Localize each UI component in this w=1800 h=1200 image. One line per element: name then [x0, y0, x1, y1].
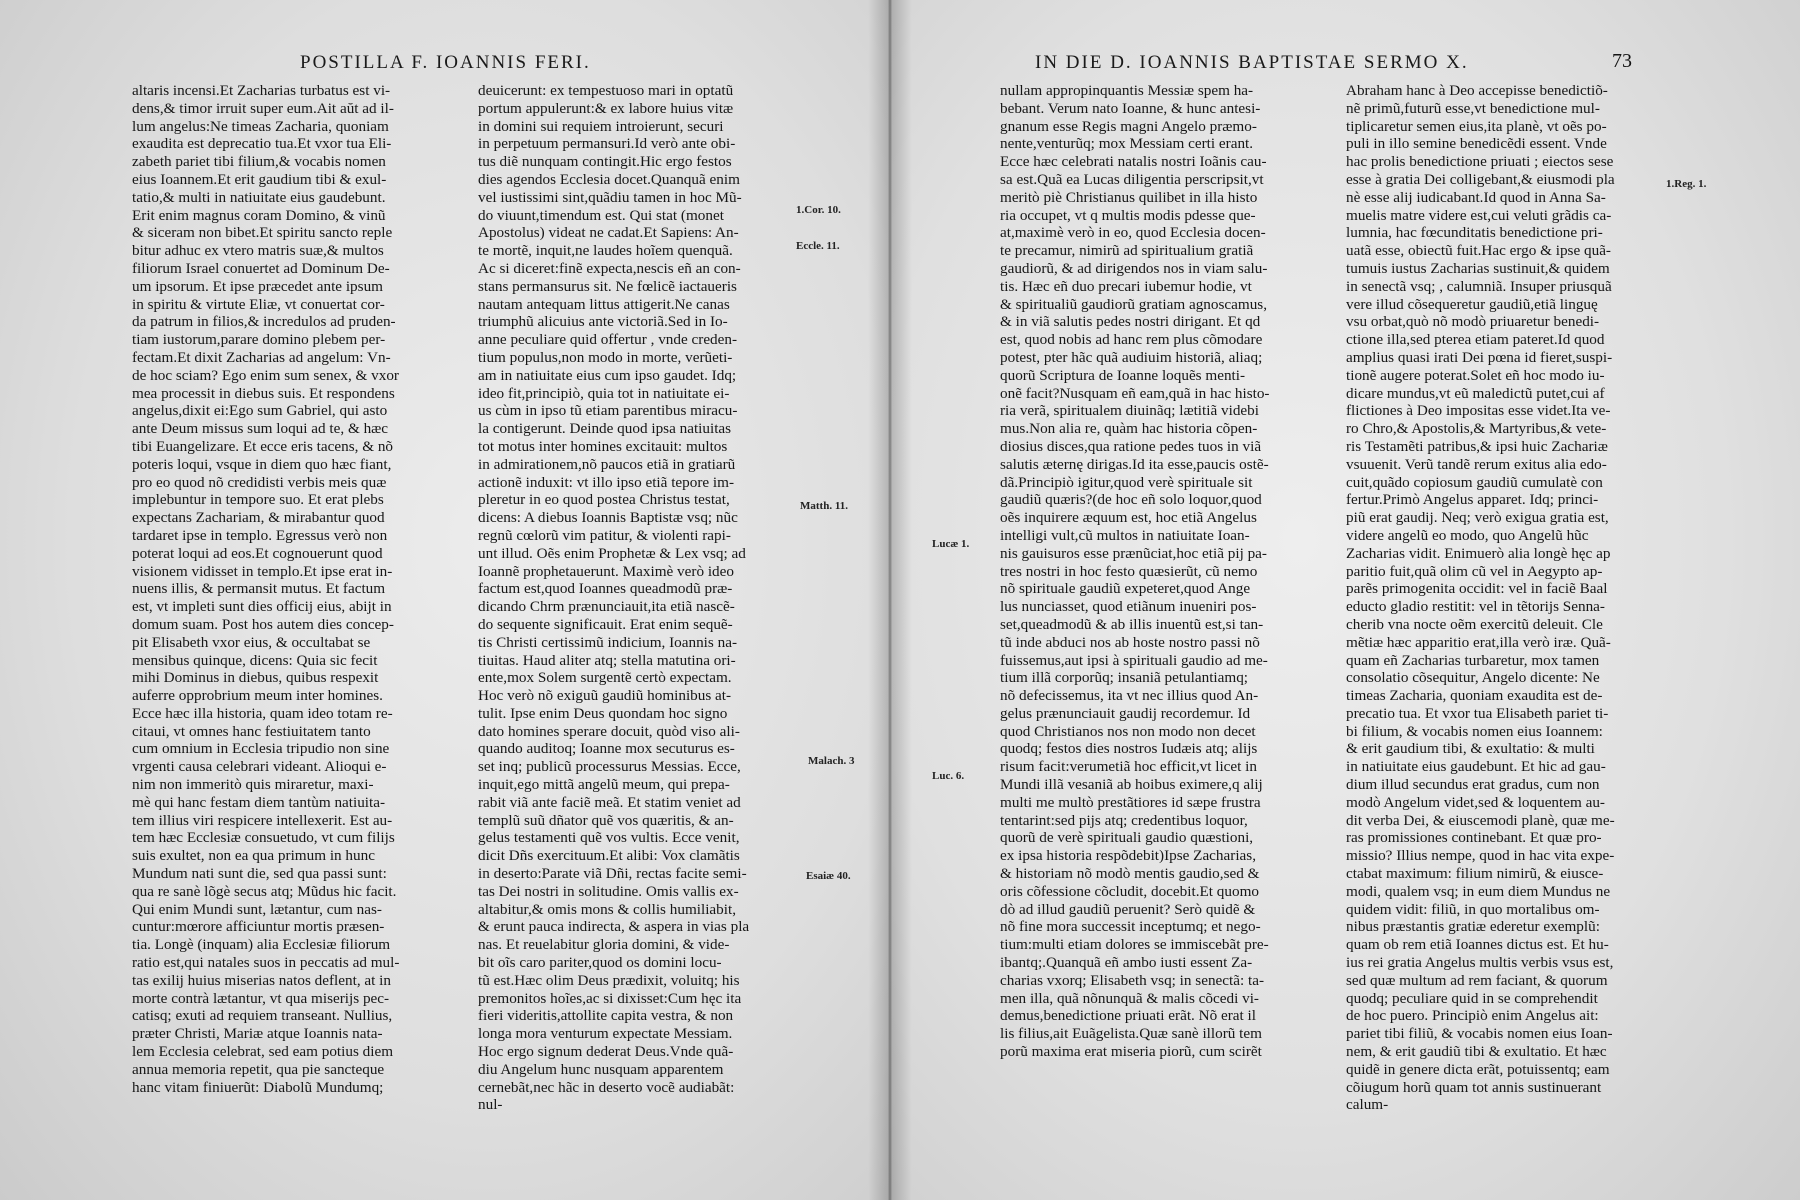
text-line: triumphũ alicuius ante victoriã.Sed in Io- — [478, 313, 728, 331]
text-line: diosius disces,qua ratione pedes tuos in viã — [1000, 437, 1262, 455]
text-line: nautam antequam littus attigerit.Ne canas — [478, 295, 730, 313]
text-line: vere illud cõsequeretur gaudiũ,etiã linguę — [1346, 295, 1598, 313]
left-page-column-1 — [132, 82, 458, 1096]
text-line: dicit Dñs exercituum.Et alibi: Vox clamãtis — [478, 847, 740, 865]
text-line: quod Christianos nos non modo non decet — [1000, 722, 1256, 740]
text-line: in deserto:Parate viã Dñi, rectas facite semi- — [478, 865, 747, 883]
text-line: Ecce hæc celebrati natalis nostri Ioãnis cau- — [1000, 153, 1267, 171]
margin-note: Esaiæ 40. — [806, 870, 851, 882]
text-line: & historiam nõ modò mentis gaudio,sed & — [1000, 865, 1260, 883]
text-line: gelus testamenti quẽ vos vultis. Ecce venit, — [478, 829, 740, 847]
text-line: nuens illis, & permansit mutus. Et factum — [132, 580, 386, 598]
text-line: stans permansurus sit. Ne fœlicẽ iactaueris — [478, 277, 737, 295]
text-line: & spiritualiũ gaudiorũ gratiam agnoscamus, — [1000, 295, 1267, 313]
text-line: citaui, vt omnes hanc festiuitatem tanto — [132, 722, 371, 740]
text-line: dato homines sperare docuit, quòd viso ali- — [478, 722, 740, 740]
margin-note: Malach. 3 — [808, 755, 855, 767]
text-line: Ac si diceret:finẽ expecta,nescis eñ an con- — [478, 259, 741, 277]
text-line: in spiritu & virtute Eliæ, vt conuertat cor- — [132, 295, 385, 313]
text-line: lus nunciasset, quod etiãnum inueniri pos- — [1000, 598, 1257, 616]
text-line: Ecce hæc illa historia, quam ideo totam re- — [132, 704, 393, 722]
text-line: fieri videritis,attollite capita vestra, & non — [478, 1007, 734, 1025]
text-line: auferre opprobrium meum inter homines. — [132, 687, 383, 705]
text-line: vrgenti causa celebrari videant. Alioqui e- — [132, 758, 387, 776]
text-line: in domini sui requiem introierunt, securi — [478, 117, 724, 135]
text-line: quorũ Scriptura de Ioanne loquẽs menti- — [1000, 366, 1246, 384]
text-line: fectam.Et dixit Zacharias ad angelum: Vn- — [132, 348, 391, 366]
text-line: tis Christi certissimũ indicium, Ioannis na- — [478, 633, 738, 651]
text-line: in senectã vsq; , calumniã. Insuper priusquã — [1346, 277, 1612, 295]
text-line: esse à gratia Dei colligebant,& eiusmodi pla — [1346, 170, 1615, 188]
right-page — [890, 0, 1800, 1200]
text-line: educto gladio restitit: vel in tẽtorijs Senna- — [1346, 598, 1605, 616]
text-line: tas exilij huius miserias natos deflent, at in — [132, 971, 391, 989]
text-line: factum est,quod Ioannes queadmodũ præ- — [478, 580, 733, 598]
text-line: nibus præstantis gratiæ ederetur exemplũ: — [1346, 918, 1600, 936]
text-line: morte contrà lætantur, vt qua miserijs pec- — [132, 989, 390, 1007]
text-line: quam ob rem etiã Ioannes dictus est. Et hu- — [1346, 936, 1609, 954]
text-line: deuicerunt: ex tempestuoso mari in optatũ — [478, 82, 734, 99]
text-line: tũ est.Hæc olim Deus prædixit, voluitq; his — [478, 971, 740, 989]
text-line: tardaret ipse in templo. Egressus verò non — [132, 526, 388, 544]
text-line: nè esse alij iudicabant.Id quod in Anna Sa- — [1346, 188, 1606, 206]
text-line: gelus prænunciauit gaudij recordemur. Id — [1000, 704, 1251, 722]
text-line: ria verã, spiritualem diuinãq; lætitiã videbi — [1000, 402, 1259, 420]
text-line: ente,mox Solem surgentẽ certò expectam. — [478, 669, 732, 687]
text-line: tres nostri in hoc festo quæsierũt, cũ nemo — [1000, 562, 1258, 580]
text-line: Abraham hanc à Deo accepisse benedictiõ- — [1346, 82, 1608, 99]
text-line: quodq; peculiare quid in se comprehendit — [1346, 989, 1598, 1007]
book-gutter — [868, 0, 912, 1200]
text-line: dicare mundus,vt eũ maledictũ putet,cui af — [1346, 384, 1605, 402]
text-line: nõ defecissemus, ita vt nec illius quod An- — [1000, 687, 1259, 705]
text-line: nim non immeritò quis miraretur, maxi- — [132, 776, 374, 794]
text-line: do sequente significauit. Erat enim sequẽ- — [478, 615, 733, 633]
text-line: at,maximè verò in eo, quod Ecclesia docen- — [1000, 224, 1266, 242]
text-line: & in viã salutis pedes nostri dirigant. Et qd — [1000, 313, 1261, 331]
right-page-column-1 — [1000, 82, 1334, 1061]
text-line: paritio fuit,quã olim cũ vel in Aegypto ap- — [1346, 562, 1603, 580]
text-line: sa est.Quã ea Lucas diligentia perscripsit,vt — [1000, 170, 1264, 188]
text-line: suis exultet, non ea qua primum in hunc — [132, 847, 375, 865]
text-line: pro eo quod nõ credidisti verbis meis quæ — [132, 473, 387, 491]
text-line: do viuunt,timendum est. Qui stat (monet — [478, 206, 724, 224]
text-line: mea processit in diebus suis. Et respondens — [132, 384, 395, 402]
text-line: dens,& timor irruit super eum.Ait aŭt ad il- — [132, 99, 394, 117]
text-line: tũ inde abduci nos ab hoste nostro passi nõ — [1000, 633, 1260, 651]
text-line: tionẽ augere poterat.Solet eñ hoc modo iu- — [1346, 366, 1605, 384]
text-line: lumnia, hac fœcunditatis benedictione pri- — [1346, 224, 1603, 242]
text-line: ante Deum missus sum loqui ad te, & hæc — [132, 420, 389, 438]
text-line: visionem vidisset in templo.Et ipse erat in- — [132, 562, 393, 580]
text-line: longa mora venturum expectate Messiam. — [478, 1025, 733, 1043]
text-line: domum suam. Post hos autem dies concep- — [132, 615, 394, 633]
text-line: ex ipsa historia respõdebit)Ipse Zacharias, — [1000, 847, 1256, 865]
text-line: ro Chro,& Apostolis,& Martyribus,& vete- — [1346, 420, 1607, 438]
text-line: multi me multò prestãtiores id sæpe frustra — [1000, 793, 1261, 811]
text-line: calum- — [1346, 1096, 1389, 1114]
text-line: expectans Zachariam, & mirabantur quod — [132, 509, 385, 527]
text-line: filiorum Israel conuertet ad Dominum De- — [132, 259, 390, 277]
text-line: tibi Euangelizare. Et ecce eris tacens, & nõ — [132, 437, 394, 455]
text-line: modi, qualem vsq; in eum diem Mundus ne — [1346, 882, 1611, 900]
text-line: regnũ cœlorũ vim patitur, & violenti rapi- — [478, 526, 731, 544]
text-line: Hoc ergo signum dederat Deus.Vnde quã- — [478, 1043, 734, 1061]
text-line: oris cõfessione cõcludit, docebit.Et quomo — [1000, 882, 1259, 900]
margin-note: 1.Reg. 1. — [1666, 178, 1707, 190]
text-line: altaris incensi.Et Zacharias turbatus est vi- — [132, 82, 391, 99]
text-line: Erit enim magnus coram Domino, & vinũ — [132, 206, 386, 224]
text-line: tium populus,non modo in morte, verũeti- — [478, 348, 733, 366]
text-line: parẽs primogenita occidit: vel in faciẽ Baal — [1346, 580, 1608, 598]
text-line: mè qui hanc festam diem tantùm natiuita- — [132, 793, 386, 811]
text-line: ris Testamẽti patribus,& ipsi huic Zachariæ — [1346, 437, 1608, 455]
text-line: dium illud secundus erat gradus, cum non — [1346, 776, 1600, 794]
text-line: modò Angelum videt,sed & loquentem au- — [1346, 793, 1605, 811]
text-line: dies agendos Ecclesia docet.Quanquã enim — [478, 170, 740, 188]
text-line: est, vt impleti sunt dies officij eius, abijt in — [132, 598, 392, 616]
text-line: cernebãt,nec hãc in deserto vocẽ audiabãt: — [478, 1078, 735, 1096]
text-line: men illa, quã nõnunquã & malis cõcedi vi- — [1000, 989, 1259, 1007]
text-line: nente,venturũq; mox Messiam certi erant. — [1000, 135, 1254, 153]
text-line: in perpetuum permansuri.Id verò ante obi- — [478, 135, 736, 153]
text-line: cherib vna nocte oẽm exercitũ deleuit. Cle — [1346, 615, 1603, 633]
text-line: tem illius viri respicere intellexerit. Est au- — [132, 811, 393, 829]
text-line: ius rei gratia Angelus multis verbis vsus est, — [1346, 954, 1614, 972]
text-line: ibantq;.Quanquã eñ ambo iusti essent Za- — [1000, 954, 1253, 972]
text-line: tot motus inter homines excitauit: multos — [478, 437, 728, 455]
text-line: catisq; exuti ad requiem transeant. Nullius, — [132, 1007, 393, 1025]
text-line: potest, pter hãc quã audiuim historiã, aliaq; — [1000, 348, 1263, 366]
text-line: exaudita est deprecatio tua.Et vxor tua Eli- — [132, 135, 392, 153]
text-line: poteris loqui, vsque in diem quo hæc fiant, — [132, 455, 392, 473]
text-line: inquit,ego mittã angelũ meum, qui prepa- — [478, 776, 730, 794]
text-line: rabit viã ante faciẽ meã. Et statim veniet ad — [478, 793, 741, 811]
margin-note: Lucæ 1. — [932, 538, 970, 550]
text-line: quidẽ in genere dicta erãt, potuissentq; eam — [1346, 1060, 1610, 1078]
text-line: anne peculiare quid offertur , vnde creden- — [478, 331, 738, 349]
text-line: tas Dei nostri in solitudine. Omis vallis ex- — [478, 882, 739, 900]
right-running-head: IN DIE D. IOANNIS BAPTISTAE SERMO X. — [1035, 52, 1469, 73]
text-line: piũ erat gaudij. Neq; verò exigua gratia est, — [1346, 509, 1609, 527]
text-line: ctabat maximum: filium nimirũ, & eiusce- — [1346, 865, 1604, 883]
text-line: zabeth pariet tibi filium,& vocabis nomen — [132, 153, 386, 171]
text-line: puli in illo semine benedicẽdi essent. Vnde — [1346, 135, 1607, 153]
text-line: ratio est,qui natales suos in peccatis ad mul- — [132, 954, 400, 972]
text-line: consolatio cõsequitur, Angelo dicente: Ne — [1346, 669, 1600, 687]
text-line: tiam iustorum,parare domino plebem per- — [132, 331, 386, 349]
text-line: fuissemus,aut ipsi à spirituali gaudio ad me- — [1000, 651, 1268, 669]
text-line: sed quæ multum ad rem faciant, & quorum — [1346, 971, 1608, 989]
text-line: tis. Hæc eñ duo precari iubemur hodie, vt — [1000, 277, 1252, 295]
text-line: in natiuitate eius gaudebunt. Et hic ad gau- — [1346, 758, 1606, 776]
text-line: tulit. Ipse enim Deus quondam hoc signo — [478, 704, 728, 722]
text-line: muelis matre videre est,cui veluti grãdis ca- — [1346, 206, 1612, 224]
right-page-column-2 — [1346, 82, 1666, 1114]
text-line: actionẽ induxit: vt illo ipso etiã tepore im- — [478, 473, 735, 491]
left-running-head: POSTILLA F. IOANNIS FERI. — [300, 52, 591, 73]
margin-note: 1.Cor. 10. — [796, 204, 841, 216]
text-line: set,queadmodũ & ab illis inuentũ est,si tan- — [1000, 615, 1264, 633]
text-line: nẽ primũ,futurũ esse,vt benedictione mul- — [1346, 99, 1600, 117]
text-line: lis filius,ait Euãgelista.Quæ sanè illorũ tem — [1000, 1025, 1262, 1043]
text-line: ideo fit,principiò, quia tot in natiuitate ei- — [478, 384, 730, 402]
text-line: tium:multi etiam dolores se immiscebãt pre- — [1000, 936, 1269, 954]
text-line: porũ maxima erat miseria piorũ, cum scirẽt — [1000, 1043, 1262, 1061]
text-line: te mortẽ, inquit,ne laudes hoĩem quenquã. — [478, 242, 733, 260]
text-line: nõ fine mora successit inceptumq; et nego- — [1000, 918, 1261, 936]
text-line: salutis æternę dirigas.Id ita esse,paucis ostẽ- — [1000, 455, 1269, 473]
text-line: quando auditoq; Ioanne mox secuturus es- — [478, 740, 735, 758]
text-line: timeas Zacharia, quoniam exaudita est de- — [1346, 687, 1603, 705]
text-line: dicens: A diebus Ioannis Baptistæ vsq; nũc — [478, 509, 738, 527]
text-line: Qui enim Mundi sunt, lætantur, cum nas- — [132, 900, 382, 918]
text-line: quam eñ Zacharias turbaretur, mox tamen — [1346, 651, 1600, 669]
text-line: videre angelũ eo modo, quo Angelũ hũc — [1346, 526, 1589, 544]
text-line: præter Christi, Mariæ atque Ioannis nata- — [132, 1025, 383, 1043]
text-line: vsuuenit. Verũ tandẽ rerum exitus alia edo- — [1346, 455, 1607, 473]
text-line: & erunt pauca indirecta, & aspera in vias pla — [478, 918, 750, 936]
text-line: lem Ecclesia celebrat, sed eam potius diem — [132, 1043, 394, 1061]
text-line: um ipsorum. Et ipse præcedet ante ipsum — [132, 277, 383, 295]
text-line: pit Elisabeth vxor eius, & occultabat se — [132, 633, 371, 651]
text-line: flictiones à Deo impositas esse videt.Ita ve- — [1346, 402, 1611, 420]
text-line: portum appulerunt:& ex labore huius vitæ — [478, 99, 734, 117]
text-line: implebuntur in tempore suo. Et erat plebs — [132, 491, 384, 509]
text-line: & erit gaudium tibi, & exultatio: & multi — [1346, 740, 1595, 758]
text-line: nullam appropinquantis Messiæ spem ha- — [1000, 82, 1254, 99]
text-line: missio? Illius nempe, quod in hac vita expe- — [1346, 847, 1615, 865]
text-line: unt illud. Oẽs enim Prophetæ & Lex vsq; ad — [478, 544, 746, 562]
text-line: nul- — [478, 1096, 503, 1114]
text-line: tumuis iustus Zacharias sustinuit,& quidem — [1346, 259, 1610, 277]
left-page — [0, 0, 890, 1200]
text-line: pariet tibi filiũ, & vocabis nomen eius Ioan- — [1346, 1025, 1613, 1043]
text-line: la contigerunt. Deinde quod ipsa natiuitas — [478, 420, 732, 438]
text-line: cuntur:mœrore afficiuntur mortis præsen- — [132, 918, 385, 936]
text-line: de hoc sciam? Ego enim sum senex, & vxor — [132, 366, 399, 384]
text-line: risum facit:verumetiã hoc efficit,vt licet in — [1000, 758, 1257, 776]
text-line: Ioannẽ prophetauerunt. Maximè verò ideo — [478, 562, 734, 580]
text-line: ras promissiones continebant. Et quæ pro- — [1346, 829, 1602, 847]
page-number: 73 — [1612, 50, 1632, 72]
text-line: mensibus quinque, dicens: Quia sic fecit — [132, 651, 378, 669]
text-line: angelus,dixit ei:Ego sum Gabriel, qui asto — [132, 402, 388, 420]
text-line: quodq; festos dies nostros Iudæis atq; alijs — [1000, 740, 1258, 758]
text-line: tiuitas. Haud aliter atq; stella matutina ori- — [478, 651, 736, 669]
text-line: ria occupet, vt q multis modis pdesse que- — [1000, 206, 1256, 224]
text-line: Hoc verò nõ exiguũ gaudiũ hominibus at- — [478, 687, 732, 705]
text-line: premonitos hoĩes,ac si dixisset:Cum hęc ita — [478, 989, 742, 1007]
text-line: am in natiuitate eius cum ipso gaudet. Idq; — [478, 366, 737, 384]
margin-note: Matth. 11. — [800, 500, 848, 512]
text-line: hac prolis benedictione priuati ; eiectos sese — [1346, 153, 1614, 171]
text-line: mus.Non alia re, quàm hac historia cõpen- — [1000, 420, 1258, 438]
text-line: set inq; publicũ processurus Messias. Ecce, — [478, 758, 741, 776]
text-line: gaudiorũ, & ad dirigendos nos in viam salu- — [1000, 259, 1268, 277]
text-line: vsu orbat,quò nõ modò priuaretur benedi- — [1346, 313, 1600, 331]
text-line: oẽs inquirere æquum est, hoc etiã Angelus — [1000, 509, 1257, 527]
text-line: lum angelus:Ne timeas Zacharia, quoniam — [132, 117, 389, 135]
text-line: vel iustissimi sint,quãdiu tamen in hoc Mũ- — [478, 188, 742, 206]
text-line: te precamur, nimirũ ad spiritualium gratiã — [1000, 242, 1254, 260]
text-line: ctione illa,sed pterea etiam pateret.Id quod — [1346, 331, 1605, 349]
text-line: tentarint:sed pijs atq; credentibus loquor, — [1000, 811, 1248, 829]
text-line: nõ spirituale gaudiũ expeteret,quod Ange — [1000, 580, 1251, 598]
text-line: charias vxorq; Elisabeth vsq; in senectã: ta- — [1000, 971, 1265, 989]
text-line: est, quod nobis ad hanc rem plus cõmodare — [1000, 331, 1263, 349]
text-line: meritò piè Christianus quilibet in illa histo — [1000, 188, 1258, 206]
text-line: qua re sanè lõgè secus atq; Mũdus hic facit. — [132, 882, 397, 900]
text-line: nis gauisuros esse prænũciat,hoc etiã pij pa- — [1000, 544, 1267, 562]
text-line: intelligi vult,cũ multos in natiuitate Ioan- — [1000, 526, 1250, 544]
text-line: Apostolus) videat ne cadat.Et Sapiens: An- — [478, 224, 739, 242]
margin-note: Eccle. 11. — [796, 240, 840, 252]
text-line: in admirationem,nõ paucos etiã in gratiarũ — [478, 455, 736, 473]
text-line: dò ad illud gaudiũ peruenit? Serò quidẽ & — [1000, 900, 1256, 918]
text-line: dit verba Dei, & eiuscemodi planè, quæ me- — [1346, 811, 1615, 829]
text-line: dicando Chrm prænunciauit,ita etiã nascẽ- — [478, 598, 735, 616]
text-line: altabitur,& omis mons & collis humiliabit, — [478, 900, 736, 918]
text-line: dã.Principiò igitur,quod verè spirituale sit — [1000, 473, 1253, 491]
text-line: nem, & erit gaudiũ tibi & exultatio. Et hæc — [1346, 1043, 1607, 1061]
text-line: bebant. Verum nato Ioanne, & hunc antesi- — [1000, 99, 1261, 117]
text-line: quorũ de verè spirituali gaudio quæstioni, — [1000, 829, 1254, 847]
text-line: annua memoria repetit, qua pie sancteque — [132, 1060, 385, 1078]
margin-note: Luc. 6. — [932, 770, 965, 782]
text-line: uatã esse, obiectũ fuit.Hac ergo & ipse quã- — [1346, 242, 1611, 260]
text-line: cuit,quãdo copiosum gaudiũ cumulatè con — [1346, 473, 1603, 491]
text-line: poterat loqui ad eos.Et cognouerunt quod — [132, 544, 383, 562]
text-line: eius Ioannem.Et erit gaudium tibi & exul- — [132, 170, 387, 188]
text-line: Zacharias vidit. Enimuerò alia longè hęc ap — [1346, 544, 1611, 562]
text-line: tium illã corporũq; insaniã petulantiamq; — [1000, 669, 1249, 687]
text-line: Mundum nati sunt die, sed qua passi sunt: — [132, 865, 387, 883]
text-line: mihi Dominus in diebus, quibus respexit — [132, 669, 379, 687]
text-line: tem hæc Ecclesiæ consuetudo, vt cum filijs — [132, 829, 395, 847]
text-line: tus diẽ nunquam contingit.Hic ergo festos — [478, 153, 732, 171]
text-line: & siceram non bibet.Et spiritu sancto reple — [132, 224, 393, 242]
text-line: templũ suũ dñator quẽ vos quæritis, & an- — [478, 811, 734, 829]
text-line: Mundi illã vesaniã ab hoibus eximere,q alij — [1000, 776, 1263, 794]
text-line: bi filium, & vocabis nomen eius Ioannem: — [1346, 722, 1603, 740]
text-line: nas. Et reuelabitur gloria domini, & vide- — [478, 936, 730, 954]
left-page-column-2 — [478, 82, 796, 1114]
text-line: cum omnium in Ecclesia tripudio non sine — [132, 740, 390, 758]
text-line: gaudiũ quæris?(de hoc eñ solo loquor,quod — [1000, 491, 1262, 509]
text-line: diu Angelum hunc nusquam apparentem — [478, 1060, 724, 1078]
text-line: de hoc puero. Principiò enim Angelus ait: — [1346, 1007, 1599, 1025]
text-line: hanc vitam finiuerũt: Diabolũ Mundumq; — [132, 1078, 384, 1096]
text-line: precatio tua. Et vxor tua Elisabeth pariet ti- — [1346, 704, 1609, 722]
text-line: da patrum in filios,& incredulos ad pruden- — [132, 313, 396, 331]
text-line: mẽtiæ hæc apparitio erat,illa verò iræ. Quã- — [1346, 633, 1611, 651]
text-line: bitur adhuc ex vtero matris suæ,& multos — [132, 242, 384, 260]
text-line: pleretur in eo quod postea Christus testat, — [478, 491, 730, 509]
text-line: fertur.Primò Angelus apparet. Idq; princi- — [1346, 491, 1599, 509]
text-line: tatio,& multi in natiuitate eius gaudebunt. — [132, 188, 386, 206]
text-line: tiplicaretur semen eius,ita planè, vt oẽs po- — [1346, 117, 1607, 135]
text-line: quidem vidit: filiũ, in quo mortalibus om- — [1346, 900, 1600, 918]
text-line: cõiugum horũ quam tot annis sustinuerant — [1346, 1078, 1602, 1096]
text-line: tia. Longè (inquam) alia Ecclesiæ filiorum — [132, 936, 391, 954]
text-line: gnanum esse Regis magni Angelo præmo- — [1000, 117, 1257, 135]
text-line: onẽ facit?Nusquam eñ eam,quã in hac histo- — [1000, 384, 1270, 402]
text-line: amplius quasi irati Dei pœna id fieret,suspi- — [1346, 348, 1613, 366]
text-line: bit oĩs caro pariter,quod os domini locu- — [478, 954, 722, 972]
text-line: us cùm in ipso tũ etiam parentibus miracu- — [478, 402, 738, 420]
text-line: demus,benedictione priuati erãt. Nõ erat il — [1000, 1007, 1256, 1025]
